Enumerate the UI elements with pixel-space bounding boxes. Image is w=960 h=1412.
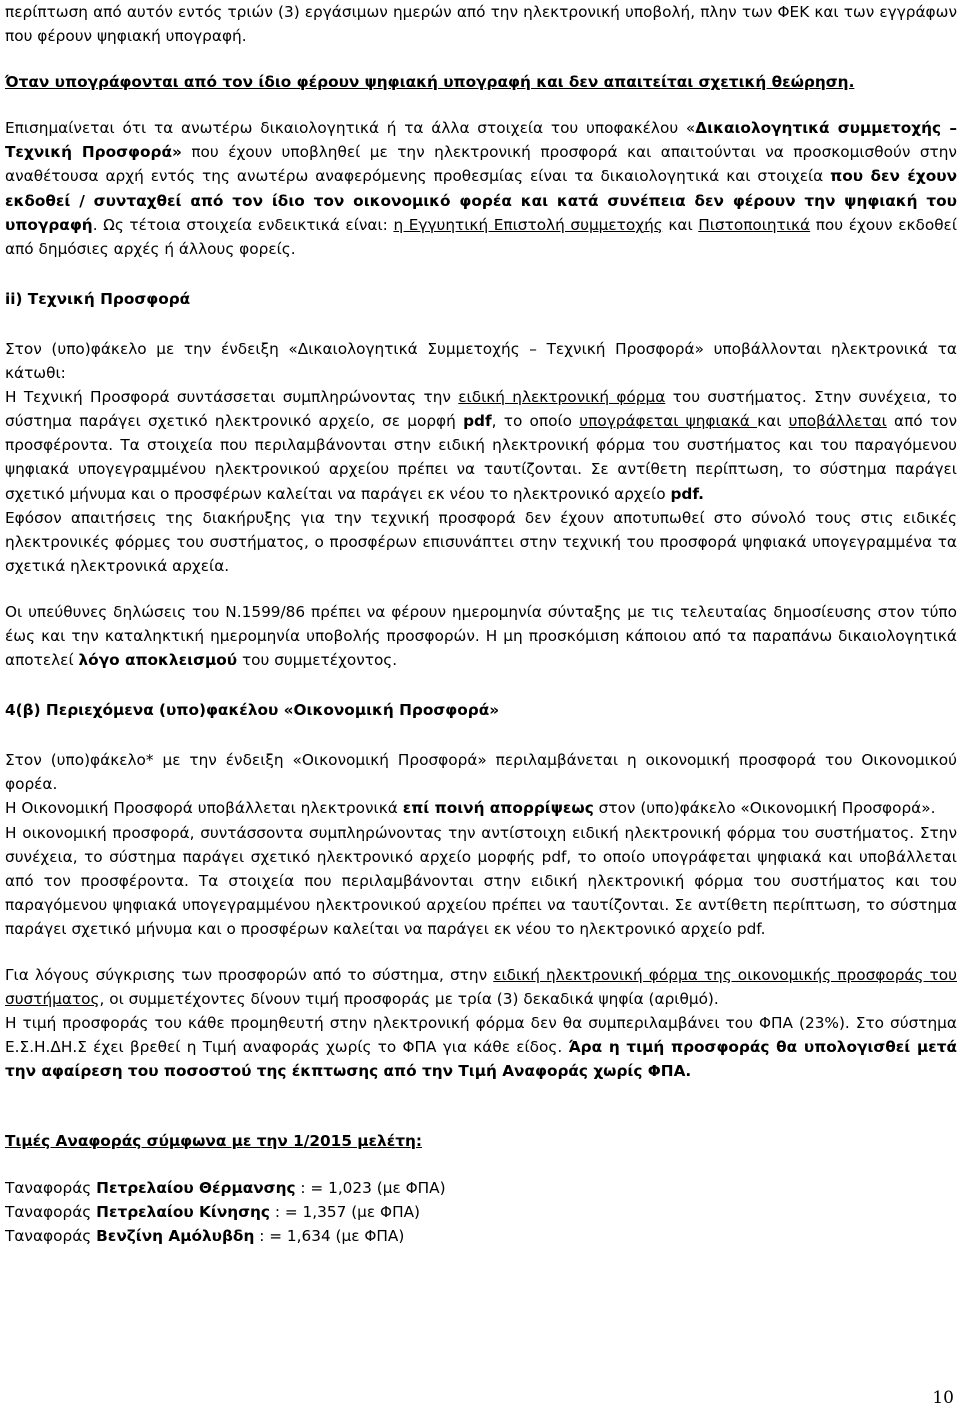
- vat-paragraph: Η τιμή προσφοράς του κάθε προμηθευτή στην ηλεκτρονική φόρμα δεν θα συμπεριλαμβάνει του ΦΠΑ (23%). Στο σύστημα Ε.Σ.Η.ΔΗ.Σ έχει βρεθεί η Τιμή αναφοράς χωρίς το ΦΠΑ για κάθε είδος. Άρα η τιμή προσφοράς θα υπολογισθεί μετά την αφαίρεση του ποσοστού της έκπτωσης από την Τιμή Αναφοράς χωρίς ΦΠΑ.: [5, 1014, 958, 1081]
- reference-prices-heading: Τιμές Αναφοράς σύμφωνα με την 1/2015 μελέτη:: [5, 1132, 423, 1151]
- spacer: [5, 48, 957, 70]
- spacer: [5, 311, 957, 337]
- price-comparison-paragraph: Για λόγους σύγκρισης των προσφορών από το σύστημα, στην ειδική ηλεκτρονική φόρμα της οικονομικής προσφοράς του συστήματος, οι συμμετέχοντες δίνουν τιμή προσφοράς με τρία (3) δεκαδικά ψηφία (αριθμό).: [5, 966, 957, 1009]
- spacer: [5, 578, 957, 600]
- spacer: [5, 1083, 957, 1129]
- spacer: [5, 1154, 957, 1176]
- technical-offer-submission: Η Τεχνική Προσφορά συντάσσεται συμπληρώνοντας την ειδική ηλεκτρονική φόρμα του συστήματος. Στην συνέχεια, το σύστημα παράγει σχετικό ηλεκτρονικό αρχείο, σε μορφή pdf, το οποίο υπογράφεται ψηφιακά και υποβάλλεται από τον προσφέροντα. Τα στοιχεία που περιλαμβάνονται στην ειδική ηλεκτρονική φόρμα του συστήματος και του παραγόμενου ψηφιακά υπογεγραμμένου ηλεκτρονικού αρχείου πρέπει να ταυτίζονται. Σε αντίθετη περίπτωση, το σύστημα παράγει σχετικό μήνυμα και ο προσφέρων καλείται να παράγει εκ νέου το ηλεκτρονικό αρχείο pdf.: [5, 388, 958, 503]
- reference-price-row: Ταναφοράς Βενζίνη Αμόλυβδη : = 1,634 (με ΦΠΑ): [5, 1226, 405, 1245]
- spacer: [5, 94, 957, 116]
- solemn-declarations-paragraph: Οι υπεύθυνες δηλώσεις του Ν.1599/86 πρέπει να φέρουν ημερομηνία σύνταξης με τις τελευταίας δημοσίευσης στον τύπο έως και την καταληκτική ημερομηνία υποβολής προσφορών. Η μη προσκόμιση κάποιου από τα παραπάνω δικαιολογητικά αποτελεί λόγο αποκλεισμού του συμμετέχοντος.: [5, 602, 957, 670]
- document-page: [5, 0, 957, 1248]
- financial-offer-submission: Η Οικονομική Προσφορά υποβάλλεται ηλεκτρονικά επί ποινή απορρίψεως στον (υπο)φάκελο «Οικονομική Προσφορά».: [5, 799, 936, 818]
- financial-offer-form: Η οικονομική προσφορά, συντάσσοντα συμπληρώνοντας την αντίστοιχη ειδική ηλεκτρονική φόρμα του συστήματος. Στην συνέχεια, το σύστημα παράγει σχετικό ηλεκτρονικό αρχείο μορφής pdf, το οποίο υπογράφεται ψηφιακά και υποβάλλεται από τον προσφέροντα. Τα στοιχεία που περιλαμβάνονται στην ειδική ηλεκτρονική φόρμα του συστήματος και του παραγόμενου ψηφιακά υπογεγραμμένου ηλεκτρονικού αρχείου πρέπει να ταυτίζονται. Σε αντίθετη περίπτωση, το σύστημα παράγει σχετικό μήνυμα και ο προσφέρων καλείται να παράγει εκ νέου το ηλεκτρονικό αρχείο pdf.: [5, 823, 957, 938]
- financial-offer-intro: Στον (υπο)φάκελο* με την ένδειξη «Οικονομική Προσφορά» περιλαμβάνεται η οικονομική προσφορά του Οικονομικού φορέα.: [5, 751, 957, 794]
- intro-paragraph: περίπτωση από αυτόν εντός τριών (3) εργάσιμων ημερών από την ηλεκτρονική υποβολή, πλην των ΦΕΚ και των εγγράφων που φέρουν ψηφιακή υπογραφή.: [5, 3, 957, 46]
- spacer: [5, 672, 957, 698]
- page-number: 10: [932, 1388, 954, 1408]
- technical-offer-heading: ii) Τεχνική Προσφορά: [5, 289, 191, 308]
- financial-offer-heading: 4(β) Περιεχόμενα (υπο)φακέλου «Οικονομική Προσφορά»: [5, 701, 500, 720]
- reference-price-row: Ταναφοράς Πετρελαίου Κίνησης : = 1,357 (με ΦΠΑ): [5, 1202, 421, 1221]
- reference-price-row: Ταναφοράς Πετρελαίου Θέρμανσης : = 1,023 (με ΦΠΑ): [5, 1178, 446, 1197]
- supporting-documents-notice: Επισημαίνεται ότι τα ανωτέρω δικαιολογητικά ή τα άλλα στοιχεία του υποφακέλου «Δικαιολογητικά συμμετοχής – Τεχνική Προσφορά» που έχουν υποβληθεί με την ηλεκτρονική προσφορά και απαιτούνται να προσκομισθούν στην αναθέτουσα αρχή εντός της ανωτέρω αναφερόμενης προθεσμίας είναι τα δικαιολογητικά και στοιχεία που δεν έχουν εκδοθεί / συνταχθεί από τον ίδιο τον οικονομικό φορέα και κατά συνέπεια δεν φέρουν την ψηφιακή του υπογραφή. Ως τέτοια στοιχεία ενδεικτικά είναι: η Εγγυητική Επιστολή συμμετοχής και Πιστοποιητικά που έχουν εκδοθεί από δημόσιες αρχές ή άλλους φορείς.: [5, 119, 958, 258]
- spacer: [5, 261, 957, 287]
- spacer: [5, 941, 957, 963]
- technical-offer-attachments: Εφόσον απαιτήσεις της διακήρυξης για την τεχνική προσφορά δεν έχουν αποτυπωθεί στο σύνολό τους στις ειδικές ηλεκτρονικές φόρμες του συστήματος, ο προσφέρων επισυνάπτει στην τεχνική του προσφορά ψηφιακά υπογεγραμμένα τα σχετικά ηλεκτρονικά αρχεία.: [5, 508, 957, 575]
- signature-notice: Όταν υπογράφονται από τον ίδιο φέρουν ψηφιακή υπογραφή και δεν απαιτείται σχετική θεώρηση.: [5, 73, 855, 92]
- technical-offer-intro: Στον (υπο)φάκελο με την ένδειξη «Δικαιολογητικά Συμμετοχής – Τεχνική Προσφορά» υποβάλλονται ηλεκτρονικά τα κάτωθι:: [5, 339, 957, 383]
- spacer: [5, 722, 957, 748]
